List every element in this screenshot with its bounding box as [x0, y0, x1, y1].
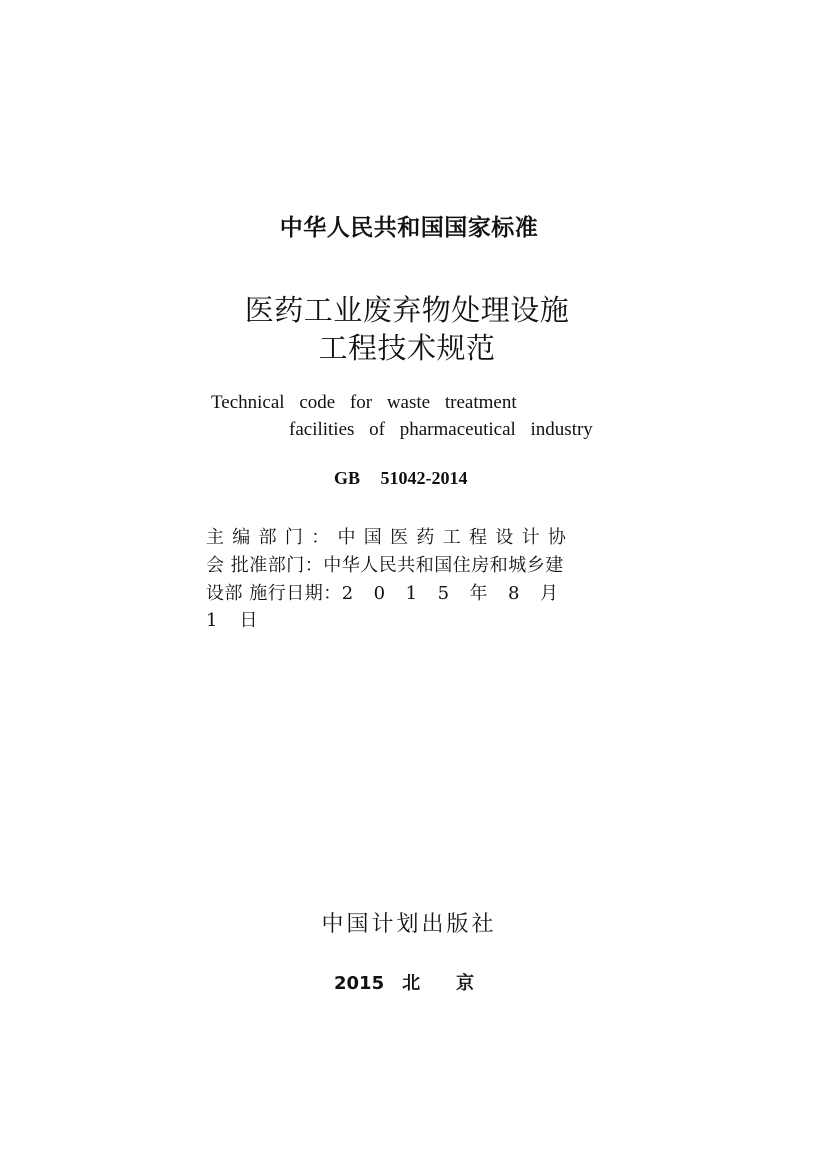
approval-department-line: 会 批准部门：中华人民共和国住房和城乡建: [206, 555, 564, 576]
title-en-line1: Technical code for waste treatment: [211, 392, 517, 413]
standard-series-title: 中华人民共和国国家标准: [279, 215, 539, 241]
standard-code: GB 51042-2014: [334, 468, 468, 488]
publication-city: 北京: [402, 973, 511, 994]
effective-date-value: 2015年8月: [341, 583, 579, 604]
effective-date-day-line: [206, 606, 606, 632]
title-en-line2: facilities of pharmaceutical industry: [289, 419, 593, 440]
effective-date-day: 1日: [206, 610, 280, 631]
effective-date-label: 设部 施行日期：: [206, 583, 342, 604]
publication-place: [334, 969, 510, 995]
title-cn-line1: 医药工业废弃物处理设施: [244, 293, 570, 327]
editor-department-line: 主编部门：中国医药工程设计协: [206, 527, 575, 548]
publication-year: 2015: [334, 973, 385, 994]
effective-date-line: [206, 579, 606, 605]
publisher: 中国计划出版社: [321, 912, 497, 937]
title-cn-line2: 工程技术规范: [318, 331, 496, 365]
